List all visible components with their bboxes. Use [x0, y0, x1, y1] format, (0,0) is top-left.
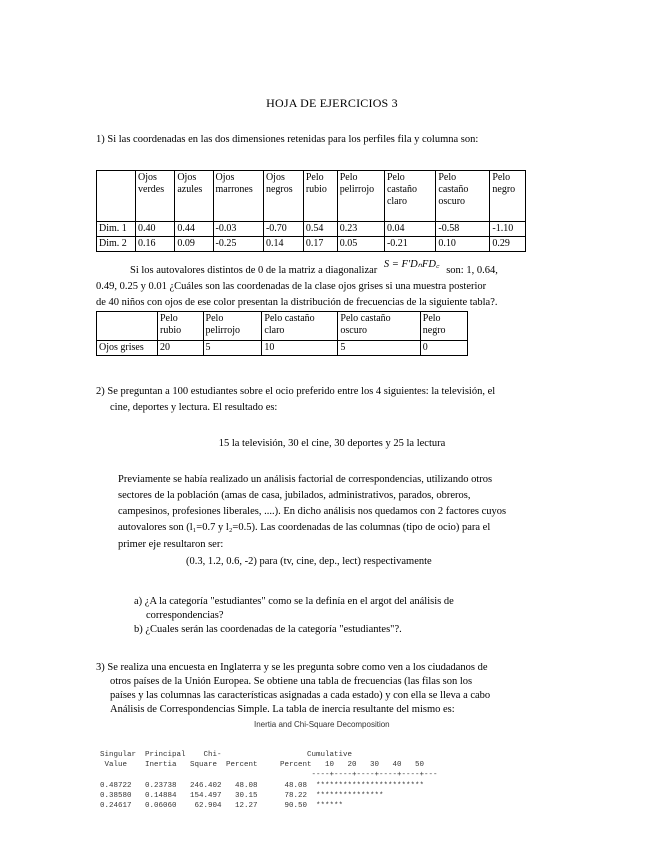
table-cell: Ojos negros — [263, 171, 303, 222]
table-cell: 20 — [158, 341, 204, 356]
output-row: 0.38580 0.14884 154.497 30.15 78.22 *************** — [100, 792, 384, 800]
table-cell: 0.14 — [263, 237, 303, 252]
table-cell: 0.09 — [175, 237, 213, 252]
table-cell: -0.70 — [263, 222, 303, 237]
page-title: HOJA DE EJERCICIOS 3 — [266, 96, 398, 110]
matrix-formula: S = F'DₙFD꜀ — [383, 259, 440, 270]
table-cell: 0.40 — [136, 222, 175, 237]
table-cell: 5 — [203, 341, 262, 356]
output-header: Singular Principal Chi- Cumulative — [100, 751, 353, 759]
table-cell: Pelo pelirrojo — [337, 171, 384, 222]
ex3-intro: 3) Se realiza una encuesta en Inglaterra y se les pregunta sobre como ven a los ciudadanos de — [96, 662, 488, 673]
table-cell: 10 — [262, 341, 338, 356]
table-cell: 0.29 — [490, 237, 526, 252]
output-header: Value Inertia Square Percent Percent 10 20 30 40 50 — [100, 761, 425, 769]
table-cell: 0.44 — [175, 222, 213, 237]
frequency-table — [96, 311, 468, 356]
table-cell: Pelo pelirrojo — [203, 312, 262, 341]
table-cell: Pelo castaño oscuro — [338, 312, 420, 341]
ex1-question-line: de 40 niños con ojos de ese color presentan la distribución de frecuencias de la siguiente tabla?. — [96, 297, 498, 308]
table-cell: Dim. 1 — [97, 222, 136, 237]
ex2-question-a: a) ¿A la categoría "estudiantes" como se la definía en el argot del análisis de — [134, 596, 454, 607]
output-title: Inertia and Chi-Square Decomposition — [254, 720, 390, 729]
table-cell: Ojos azules — [175, 171, 213, 222]
ex3-intro: otros países de la Unión Europea. Se obtiene una tabla de frecuencias (las filas son los — [110, 676, 473, 687]
ex2-intro: cine, deportes y lectura. El resultado es: — [110, 402, 278, 413]
table-cell: Ojos grises — [97, 341, 158, 356]
table-cell: Ojos marrones — [213, 171, 263, 222]
table-cell — [97, 171, 136, 222]
ex3-intro: Análisis de Correspondencias Simple. La tabla de inercia resultante del mismo es: — [110, 704, 455, 715]
table-row — [97, 341, 468, 356]
eigenvalues-lead: Si los autovalores distintos de 0 de la matriz a diagonalizar — [130, 265, 378, 276]
table-cell: 0.23 — [337, 222, 384, 237]
table-cell: 0.16 — [136, 237, 175, 252]
ex2-intro: 2) Se preguntan a 100 estudiantes sobre el ocio preferido entre los 4 siguientes: la televisión, el — [96, 386, 496, 397]
ex2-paragraph-line: sectores de la población (amas de casa, jubilados, administrativos, parados, obreros, — [118, 490, 471, 501]
output-rule: ----+----+----+----+----+--- — [100, 771, 438, 779]
table-cell: Pelo rubio — [158, 312, 204, 341]
table-cell: Pelo castaño claro — [262, 312, 338, 341]
table-row — [97, 237, 526, 252]
table-cell: 0.17 — [303, 237, 337, 252]
table-cell: Pelo negro — [490, 171, 526, 222]
table-cell: -0.21 — [384, 237, 435, 252]
table-cell: 0 — [420, 341, 467, 356]
coordinates-table — [96, 170, 526, 252]
ex2-paragraph-line: Previamente se había realizado un análisis factorial de correspondencias, utilizando otros — [118, 474, 493, 485]
table-cell: -0.03 — [213, 222, 263, 237]
table-row — [97, 222, 526, 237]
table-cell — [97, 312, 158, 341]
ex2-paragraph-line: primer eje resultaron ser: — [118, 539, 224, 550]
ex2-question-a: correspondencias? — [146, 610, 224, 621]
table-cell: Pelo negro — [420, 312, 467, 341]
eigenvalues-text — [130, 259, 498, 279]
table-cell: 0.54 — [303, 222, 337, 237]
ex2-column-coordinates: (0.3, 1.2, 0.6, -2) para (tv, cine, dep., lect) respectivamente — [186, 556, 432, 567]
ex3-intro: países y las columnas las características asignadas a cada estado) y con ella se lleva a cabo — [110, 690, 491, 701]
table-cell: Pelo rubio — [303, 171, 337, 222]
table-cell: Dim. 2 — [97, 237, 136, 252]
ex2-result: 15 la televisión, 30 el cine, 30 deportes y 25 la lectura — [218, 438, 446, 449]
ex1-question-line: 0.49, 0.25 y 0.01 ¿Cuáles son las coordenadas de la clase ojos grises si una muestra posterior — [96, 281, 487, 292]
table-cell: Pelo castaño oscuro — [436, 171, 490, 222]
table-cell: 5 — [338, 341, 420, 356]
ex1-intro: 1) Si las coordenadas en las dos dimensiones retenidas para los perfiles fila y columna son: — [96, 134, 479, 145]
output-row: 0.48722 0.23738 246.402 48.08 48.08 ************************ — [100, 782, 425, 790]
table-cell: -0.58 — [436, 222, 490, 237]
table-cell: -0.25 — [213, 237, 263, 252]
table-header-row — [97, 312, 468, 341]
table-cell: 0.05 — [337, 237, 384, 252]
ex2-paragraph-line: autovalores son (l₁=0.7 y l₂=0.5). Las coordenadas de las columnas (tipo de ocio) para el — [118, 522, 491, 533]
table-header-row — [97, 171, 526, 222]
table-cell: 0.04 — [384, 222, 435, 237]
eigenvalues-values: son: 1, 0.64, — [446, 265, 498, 276]
table-cell: Pelo castaño claro — [384, 171, 435, 222]
table-cell: -1.10 — [490, 222, 526, 237]
table-cell: 0.10 — [436, 237, 490, 252]
table-cell: Ojos verdes — [136, 171, 175, 222]
output-row: 0.24617 0.06060 62.904 12.27 90.50 ****** — [100, 802, 344, 810]
ex2-paragraph-line: campesinos, profesiones liberales, ....). En dicho análisis nos quedamos con 2 factores cuyos — [118, 506, 507, 517]
ex2-question-b: b) ¿Cuales serán las coordenadas de la categoría "estudiantes"?. — [134, 624, 402, 635]
